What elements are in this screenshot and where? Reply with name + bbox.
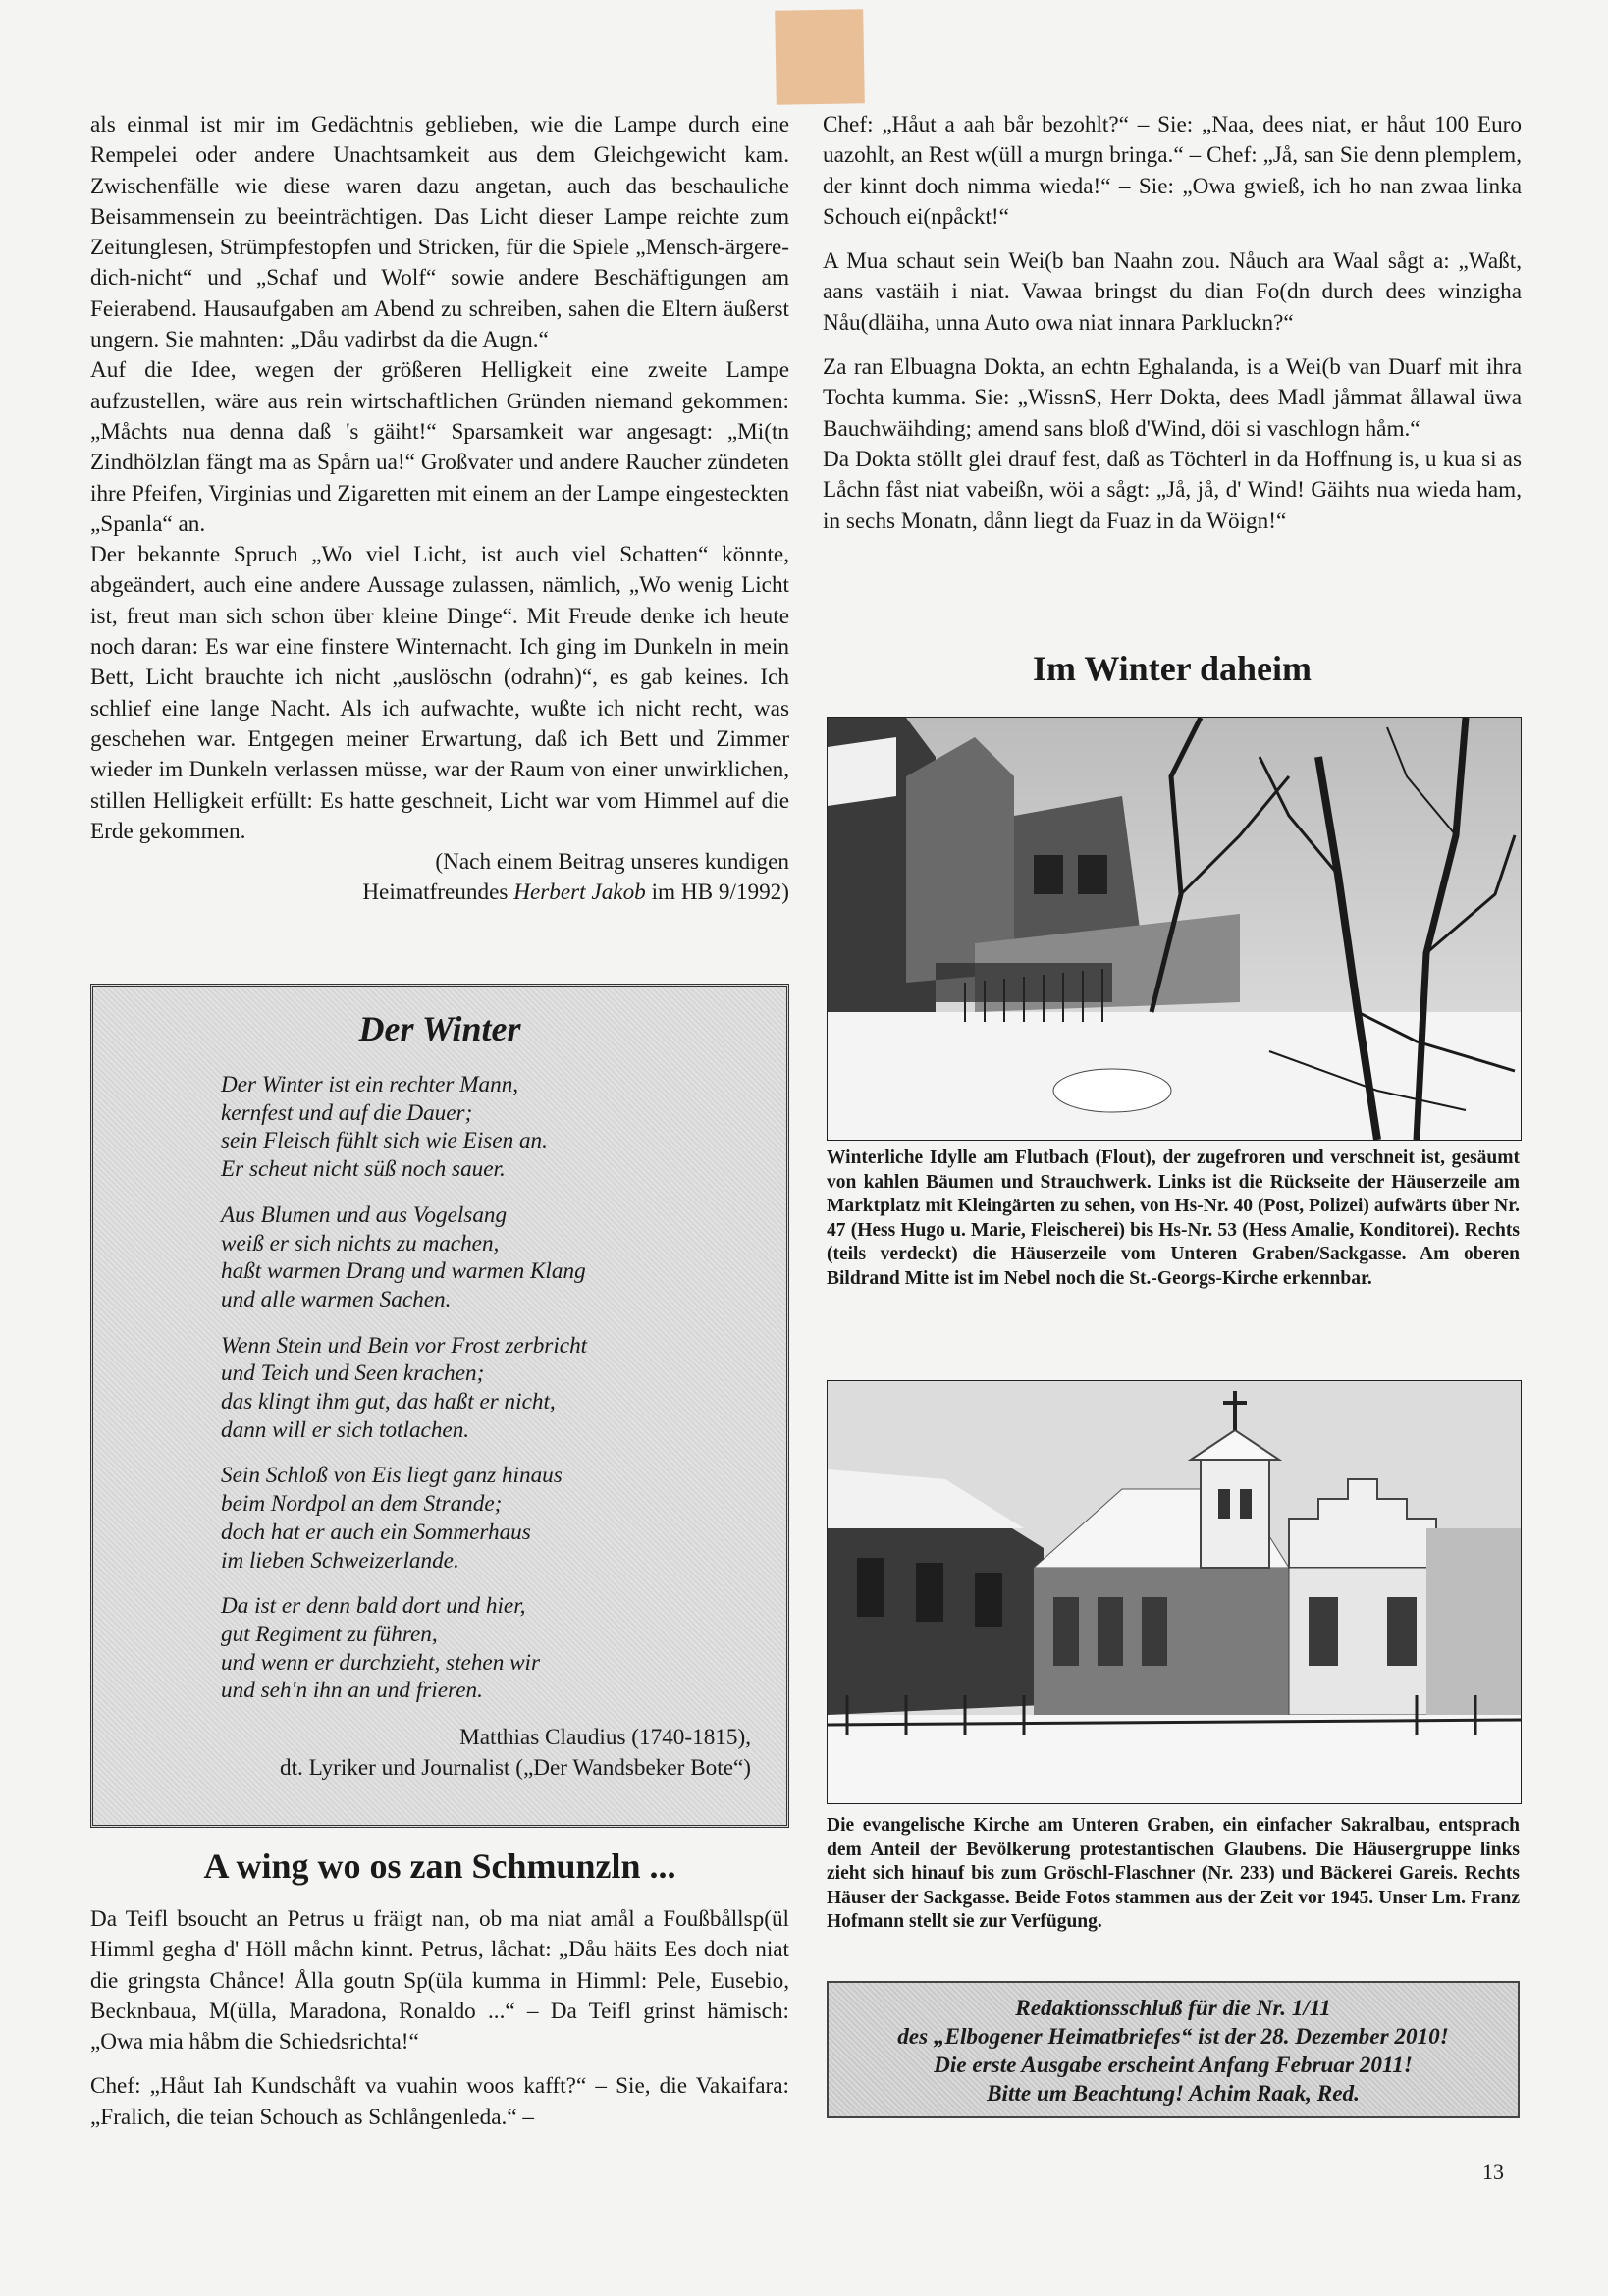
poem-line: Da ist er denn bald dort und hier, [221,1593,526,1620]
joke-paragraph: Da Dokta stöllt glei drauf fest, daß as Töchterl in da Hoffnung is, u kua si as Låchn fåst niat vabeißn, wöi a sågt: „Jå, jå, d' Wind! Gäihts nua wieda ham, in sechs Monatn, dånn liegt da Fuaz in da Wöign!“ [823,446,1522,534]
poem-line: weiß er sich nichts zu machen, [221,1230,500,1256]
poem-stanza [221,1071,751,1184]
poem-stanza [221,1592,751,1705]
notice-line: des „Elbogener Heimatbriefes“ ist der 28. Dezember 2010! [897,2024,1449,2050]
joke-paragraph: Chef: „Håut Iah Kundschåft va vuahin woos kafft?“ – Sie, die Vakaifara: „Fralich, die teian Schouch as Schlångenleda.“ – [90,2073,789,2130]
source-line-1: (Nach einem Beitrag unseres kundigen [435,849,789,876]
notice-line: Bitte um Beachtung! Achim Raak, Red. [987,2081,1360,2107]
photo-church [827,1380,1522,1804]
poem-line: beim Nordpol an dem Strande; [221,1491,503,1518]
joke-paragraph: Za ran Elbuagna Dokta, an echtn Eghalanda, is a Wei(b van Duarf mit ihra Tochta kumma. Sie: „WissnS, Herr Dokta, dees Madl jåmmat ållawal üwa Bauchwäihding; amend sans bloß d'Wind, döi si vaschlogn håm.“ [823,354,1522,442]
article-paragraph: Auf die Idee, wegen der größeren Helligkeit eine zweite Lampe aufzustellen, wäre aus rein wirtschaftlichen Gründen niemand gekommen: „Måchts nua denna daß 's gäiht!“ Sparsamkeit war angesagt: „Mi(tn Zindhölzlan fängt ma as Spårn ua!“ Großvater und andere Raucher zündeten ihre Pfeifen, Virginias und Zigaretten mit einem an der Lampe eingesteckten „Spanla“ an. [90,357,789,537]
poem-stanzas [221,1071,751,1705]
poem-line: und wenn er durchzieht, stehen wir [221,1649,541,1676]
poem-line: und alle warmen Sachen. [221,1286,452,1312]
article-lamp [90,110,789,909]
joke-paragraph: Da Teifl bsoucht an Petrus u fräigt nan, ob ma niat amål a Foußbållsp(ül Himml gegha d' Höll måchn kinnt. Petrus, låchat: „Dåu häits Ees doch niat die gringsta Chånce! Ålla goutn Sp(üla kumma in Himml: Pele, Eusebio, Becknbaua, M(ülla, Maradona, Ronaldo ...“ – Da Teifl grinst hämisch: „Owa mia håbm die Schiedsrichta!“ [90,1906,789,2056]
article-paragraph: Der bekannte Spruch „Wo viel Licht, ist auch viel Schatten“ könnte, abgeändert, auch eine andere Aussage zulassen, nämlich, „Wo wenig Licht ist, freut man sich schon über kleine Dinge“. Mit Freude denke ich heute noch daran: Es war eine finstere Winternacht. Ich ging im Dunkeln in mein Bett, Licht brauchte ich nicht „auslöschn (odrahn)“, es gab keines. Ich schlief eine lange Nacht. Als ich aufwachte, wußte ich nicht recht, was geschehen war. Entgegen meiner Erwartung, daß ich Bett und Zimmer wieder im Dunkeln verlassen müsse, war der Raum von einer unwirklichen, stillen Helligkeit erfüllt: Es hatte geschneit, Licht war vom Himmel auf die Erde gekommen. [90,542,789,844]
poem-line: Aus Blumen und aus Vogelsang [221,1201,508,1228]
source-line-2-pre: Heimatfreundes [362,880,514,906]
poem-line: haßt warmen Drang und warmen Klang [221,1258,586,1285]
poem-line: doch hat er auch ein Sommerhaus [221,1519,531,1545]
joke-section [90,1904,789,2133]
joke-continuation [823,110,1522,537]
poem-stanza [221,1201,751,1314]
poem-author [221,1723,751,1784]
church-image [828,1381,1521,1803]
poem-line: sein Fleisch fühlt sich wie Eisen an. [221,1128,548,1154]
joke-paragraph: Chef: „Håut a aah bår bezohlt?“ – Sie: „Naa, dees niat, er håut 100 Euro uazohlt, an Rest w(üll a murgn bringa.“ – Chef: „Jå, san Sie denn plemplem, der kinnt doch nimma wieda!“ – Sie: „Owa gwieß, ich ho nan zwaa linka Schouch ei(npåckt!“ [823,112,1522,230]
poem-stanza [221,1332,751,1445]
poem-line: Sein Schloß von Eis liegt ganz hinaus [221,1463,563,1489]
notice-line: Redaktionsschluß für die Nr. 1/11 [1015,1996,1331,2021]
poem-line: gut Regiment zu führen, [221,1621,438,1647]
poem-line: Wenn Stein und Bein vor Frost zerbricht [221,1332,588,1359]
photo-caption-1: Winterliche Idylle am Flutbach (Flout), der zugefroren und verschneit ist, gesäumt von kahlen Bäumen und Strauchwerk. Links ist die Rückseite der Häuserzeile am Marktplatz mit Kleingärten zu sehen, von Hs-Nr. 40 (Post, Polizei) aufwärts über Nr. 47 (Hess Hugo u. Marie, Fleischerei) bis Hs-Nr. 53 (Hess Amalie, Konditorei). Rechts (teils verdeckt) die Häuserzeile vom Unteren Graben/Sackgasse. Am oberen Bildrand Mitte ist im Nebel noch die St.-Georgs-Kirche erkennbar. [827,1148,1520,1289]
article-paragraph: als einmal ist mir im Gedächtnis geblieben, wie die Lampe durch eine Rempelei oder andere Unachtsamkeit aus dem Gleichgewicht kam. Zwischenfälle wie diese waren dazu angetan, auch das beschauliche Beisammensein zu beeinträchtigen. Das Licht dieser Lampe reichte zum Zeitunglesen, Strümpfestopfen und Stricken, für die Spiele „Mensch-ärgere-dich-nicht“ und „Schaf und Wolf“ sowie andere Beschäftigungen am Feierabend. Hausaufgaben am Abend zu schreiben, sahen die Eltern äußerst ungern. Sie mahnten: „Dåu vadirbst da die Augn.“ [90,112,789,353]
photo-caption-2: Die evangelische Kirche am Unteren Graben, ein einfacher Sakralbau, entsprach dem Anteil der Bevölkerung protestantischen Glaubens. Die Häusergruppe links zieht sich hinauf bis zum Gröschl-Flaschner (Nr. 233) und Bäckerei Gareis. Rechts Häuser der Sackgasse. Beide Fotos stammen aus der Zeit vor 1945. Unser Lm. Franz Hofmann stellt sie zur Verfügung. [827,1815,1520,1933]
poem-line: das klingt ihm gut, das haßt er nicht, [221,1389,556,1415]
poem-line: dann will er sich totlachen. [221,1416,470,1443]
editorial-deadline-notice [827,1981,1520,2118]
winter-heading: Im Winter daheim [1032,649,1313,688]
photo-winter-creek [827,717,1522,1141]
article-source [90,847,789,909]
poem-box [90,984,789,1828]
poem-title: Der Winter [358,1009,521,1048]
winter-creek-image [828,718,1521,1140]
joke-heading: A wing wo os zan Schmunzln ... [203,1846,676,1886]
page-number: 13 [1482,2160,1504,2184]
joke-paragraph: A Mua schaut sein Wei(b ban Naahn zou. Nåuch ara Waal sågt a: „Waßt, aans vastäih i niat. Vawaa bringst du dian Fo(dn durch dees winzigha Nåu(dläiha, unna Auto owa niat innara Parkluckn?“ [823,248,1522,336]
notice-line: Die erste Ausgabe erscheint Anfang Februar 2011! [934,2053,1413,2078]
poem-stanza [221,1462,751,1575]
poem-author-line-2: dt. Lyriker und Journalist („Der Wandsbeker Bote“) [280,1755,751,1782]
adhesive-tape [775,9,865,105]
source-author: Herbert Jakob [513,880,646,906]
poem-line: im lieben Schweizerlande. [221,1547,459,1574]
poem-line: kernfest und auf die Dauer; [221,1099,473,1126]
poem-line: Der Winter ist ein rechter Mann, [221,1072,519,1097]
poem-line: Er scheut nicht süß noch sauer. [221,1156,506,1183]
source-line-2-post: im HB 9/1992) [645,880,789,906]
poem-line: und Teich und Seen krachen; [221,1361,485,1387]
poem-author-line-1: Matthias Claudius (1740-1815), [459,1725,751,1751]
poem-line: und seh'n ihn an und frieren. [221,1678,483,1704]
